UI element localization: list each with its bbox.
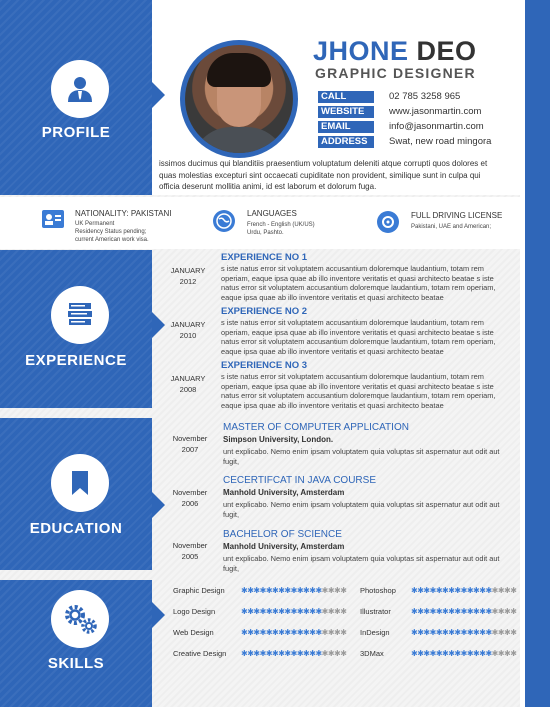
rating-star-icon: ✱ xyxy=(321,628,328,637)
books-icon xyxy=(65,301,95,329)
rating-star-icon: ✱ xyxy=(423,649,430,658)
fact-line: UK Permanent xyxy=(75,221,115,227)
rating-star-icon: ✱ xyxy=(334,628,341,637)
rating-star-icon: ✱ xyxy=(296,607,304,616)
rating-star-icon: ✱ xyxy=(485,649,492,658)
rating-star-icon: ✱ xyxy=(491,649,498,658)
education-description: unt explicabo. Nemo enim ipsam voluptatem quia voluptas sit aspernatur aut odit aut fugit, xyxy=(223,554,500,573)
date-year: 2007 xyxy=(181,445,199,454)
rating-star-icon: ✱ xyxy=(423,607,430,616)
rating-star-icon: ✱ xyxy=(315,628,322,637)
rating-star-icon: ✱ xyxy=(340,607,347,616)
rating-star-icon: ✱ xyxy=(479,628,486,637)
rating-star-icon: ✱ xyxy=(272,649,279,658)
skill-rating xyxy=(241,607,346,616)
rating-star-icon: ✱ xyxy=(442,607,449,616)
fact-title-languages: LANGUAGES xyxy=(247,209,297,218)
rating-star-icon: ✱ xyxy=(473,607,480,616)
education-title: MASTER OF COMPUTER APPLICATION xyxy=(223,422,409,433)
rating-star-icon: ✱ xyxy=(491,628,498,637)
rating-star-icon: ✱ xyxy=(265,649,273,658)
rating-star-icon: ✱ xyxy=(417,628,424,637)
experience-date xyxy=(158,373,218,395)
rating-star-icon: ✱ xyxy=(473,586,480,595)
rating-star-icon: ✱ xyxy=(442,586,449,595)
experience-description: s iste natus error sit voluptatem accusantium doloremque laudantium, totam rem operiam, eaque ipsa quae ab illo inventore veritatis et quasi architecto beatae s iste natus error sit voluptatem accusantium doloremque laudantium, totam rem operiam, eaque ipsa quae ab illo inventore veritatis et quasi architecto beatae xyxy=(221,372,496,410)
rating-star-icon: ✱ xyxy=(429,586,436,595)
skill-name: Web Design xyxy=(173,628,214,637)
contact-label-address: ADDRESS xyxy=(318,136,374,148)
rating-star-icon: ✱ xyxy=(417,649,424,658)
rating-star-icon: ✱ xyxy=(265,628,273,637)
rating-star-icon: ✱ xyxy=(259,628,266,637)
rating-star-icon: ✱ xyxy=(265,607,273,616)
rating-star-icon: ✱ xyxy=(473,649,480,658)
rating-star-icon: ✱ xyxy=(442,649,449,658)
rating-star-icon: ✱ xyxy=(448,649,455,658)
rating-star-icon: ✱ xyxy=(309,607,316,616)
skill-name: Logo Design xyxy=(173,607,216,616)
rating-star-icon: ✱ xyxy=(466,649,474,658)
first-name: JHONE xyxy=(313,36,409,66)
skills-band xyxy=(0,580,152,707)
contact-value-call: 02 785 3258 965 xyxy=(389,91,461,102)
contact-label-call: CALL xyxy=(318,91,374,103)
rating-star-icon: ✱ xyxy=(241,628,248,637)
rating-star-icon: ✱ xyxy=(340,628,347,637)
rating-star-icon: ✱ xyxy=(466,628,474,637)
fact-line: Pakistani, UAE and American; xyxy=(411,224,492,230)
rating-star-icon: ✱ xyxy=(241,649,248,658)
rating-star-icon: ✱ xyxy=(284,607,291,616)
skill-rating xyxy=(411,649,516,658)
education-description: unt explicabo. Nemo enim ipsam voluptatem quia voluptas sit aspernatur aut odit aut fugit, xyxy=(223,500,500,519)
rating-star-icon: ✱ xyxy=(272,628,279,637)
rating-star-icon: ✱ xyxy=(296,649,304,658)
profile-circle xyxy=(51,60,109,118)
rating-star-icon: ✱ xyxy=(454,607,461,616)
rating-star-icon: ✱ xyxy=(411,628,418,637)
rating-star-icon: ✱ xyxy=(466,586,474,595)
band-notch xyxy=(152,602,165,628)
rating-star-icon: ✱ xyxy=(435,607,443,616)
experience-circle xyxy=(51,286,109,344)
rating-star-icon: ✱ xyxy=(435,628,443,637)
skill-name: 3DMax xyxy=(360,649,384,658)
rating-star-icon: ✱ xyxy=(435,649,443,658)
rating-star-icon: ✱ xyxy=(253,586,260,595)
rating-star-icon: ✱ xyxy=(460,607,467,616)
band-notch xyxy=(152,82,165,108)
profile-band xyxy=(0,0,152,195)
rating-star-icon: ✱ xyxy=(303,586,310,595)
rating-star-icon: ✱ xyxy=(448,607,455,616)
full-name xyxy=(313,36,477,67)
rating-star-icon: ✱ xyxy=(334,586,341,595)
rating-star-icon: ✱ xyxy=(497,586,505,595)
skill-rating xyxy=(241,649,346,658)
date-month: JANUARY xyxy=(170,320,206,329)
rating-star-icon: ✱ xyxy=(423,628,430,637)
rating-star-icon: ✱ xyxy=(296,586,304,595)
rating-star-icon: ✱ xyxy=(448,586,455,595)
rating-star-icon: ✱ xyxy=(504,586,511,595)
skill-name: Graphic Design xyxy=(173,586,225,595)
rating-star-icon: ✱ xyxy=(479,649,486,658)
rating-star-icon: ✱ xyxy=(334,649,341,658)
rating-star-icon: ✱ xyxy=(284,649,291,658)
rating-star-icon: ✱ xyxy=(259,586,266,595)
contact-value-address: Swat, new road mingora xyxy=(389,136,492,147)
rating-star-icon: ✱ xyxy=(327,649,335,658)
rating-star-icon: ✱ xyxy=(272,607,279,616)
rating-star-icon: ✱ xyxy=(485,628,492,637)
fact-line: French - English (UK/US) xyxy=(247,222,315,228)
date-year: 2010 xyxy=(179,331,197,340)
rating-star-icon: ✱ xyxy=(253,607,260,616)
rating-star-icon: ✱ xyxy=(309,628,316,637)
contact-label-website: WEBSITE xyxy=(318,106,374,118)
fact-line: Residency Status pending; xyxy=(75,229,147,235)
rating-star-icon: ✱ xyxy=(290,628,297,637)
rating-star-icon: ✱ xyxy=(454,586,461,595)
education-school: Manhold University, Amsterdam xyxy=(223,542,345,551)
right-accent-strip xyxy=(520,0,550,707)
fact-line: Urdu, Pashto. xyxy=(247,230,284,236)
rating-star-icon: ✱ xyxy=(497,607,505,616)
rating-star-icon: ✱ xyxy=(290,607,297,616)
rating-star-icon: ✱ xyxy=(466,607,474,616)
rating-star-icon: ✱ xyxy=(429,628,436,637)
rating-star-icon: ✱ xyxy=(278,586,285,595)
contact-value-email: info@jasonmartin.com xyxy=(389,121,484,132)
rating-star-icon: ✱ xyxy=(442,628,449,637)
last-name: DEO xyxy=(416,36,477,66)
rating-star-icon: ✱ xyxy=(259,649,266,658)
profile-photo xyxy=(185,45,293,153)
rating-star-icon: ✱ xyxy=(454,649,461,658)
rating-star-icon: ✱ xyxy=(321,649,328,658)
skill-rating xyxy=(411,586,516,595)
skills-circle xyxy=(51,590,109,648)
rating-star-icon: ✱ xyxy=(479,586,486,595)
rating-star-icon: ✱ xyxy=(315,607,322,616)
license-icon xyxy=(377,211,399,233)
rating-star-icon: ✱ xyxy=(272,586,279,595)
rating-star-icon: ✱ xyxy=(278,628,285,637)
rating-star-icon: ✱ xyxy=(510,586,517,595)
experience-title: EXPERIENCE NO 3 xyxy=(221,360,308,371)
rating-star-icon: ✱ xyxy=(284,586,291,595)
rating-star-icon: ✱ xyxy=(253,628,260,637)
rating-star-icon: ✱ xyxy=(423,586,430,595)
skill-rating xyxy=(241,586,346,595)
education-circle xyxy=(51,454,109,512)
date-year: 2006 xyxy=(181,499,199,508)
globe-icon xyxy=(213,210,235,232)
education-school: Simpson University, London. xyxy=(223,435,334,444)
education-title: CECERTIFCAT IN JAVA COURSE xyxy=(223,475,376,486)
rating-star-icon: ✱ xyxy=(497,628,505,637)
rating-star-icon: ✱ xyxy=(510,628,517,637)
date-year: 2008 xyxy=(179,385,197,394)
skill-rating xyxy=(241,628,346,637)
rating-star-icon: ✱ xyxy=(253,649,260,658)
rating-star-icon: ✱ xyxy=(504,607,511,616)
experience-title: EXPERIENCE NO 2 xyxy=(221,306,308,317)
rating-star-icon: ✱ xyxy=(510,607,517,616)
rating-star-icon: ✱ xyxy=(315,586,322,595)
fact-title-nationality: NATIONALITY: PAKISTANI xyxy=(75,209,172,218)
rating-star-icon: ✱ xyxy=(485,607,492,616)
rating-star-icon: ✱ xyxy=(290,649,297,658)
skill-name: Creative Design xyxy=(173,649,227,658)
rating-star-icon: ✱ xyxy=(417,607,424,616)
rating-star-icon: ✱ xyxy=(259,607,266,616)
rating-star-icon: ✱ xyxy=(491,607,498,616)
experience-band xyxy=(0,250,152,408)
rating-star-icon: ✱ xyxy=(315,649,322,658)
rating-star-icon: ✱ xyxy=(411,586,418,595)
rating-star-icon: ✱ xyxy=(460,628,467,637)
rating-star-icon: ✱ xyxy=(327,628,335,637)
rating-star-icon: ✱ xyxy=(491,586,498,595)
rating-star-icon: ✱ xyxy=(247,649,254,658)
date-month: November xyxy=(172,434,208,443)
rating-star-icon: ✱ xyxy=(460,649,467,658)
skill-rating xyxy=(411,628,516,637)
education-description: unt explicabo. Nemo enim ipsam voluptatem quia voluptas sit aspernatur aut odit aut fugit, xyxy=(223,447,500,466)
fact-title-license: FULL DRIVING LICENSE xyxy=(411,211,503,220)
date-month: JANUARY xyxy=(170,374,206,383)
contact-label-email: EMAIL xyxy=(318,121,374,133)
experience-description: s iste natus error sit voluptatem accusantium doloremque laudantium, totam rem operiam, eaque ipsa quae ab illo inventore veritatis et quasi architecto beatae s iste natus error sit voluptatem accusantium doloremque laudantium, totam rem operiam, eaque ipsa quae ab illo inventore veritatis et quasi architecto beatae xyxy=(221,318,496,356)
rating-star-icon: ✱ xyxy=(321,607,328,616)
rating-star-icon: ✱ xyxy=(265,586,273,595)
rating-star-icon: ✱ xyxy=(497,649,505,658)
rating-star-icon: ✱ xyxy=(247,628,254,637)
rating-star-icon: ✱ xyxy=(241,607,248,616)
section-label-experience: EXPERIENCE xyxy=(25,352,127,369)
rating-star-icon: ✱ xyxy=(303,628,310,637)
rating-star-icon: ✱ xyxy=(241,586,248,595)
education-band xyxy=(0,418,152,570)
rating-star-icon: ✱ xyxy=(290,586,297,595)
contact-value-website: www.jasonmartin.com xyxy=(389,106,482,117)
job-title: GRAPHIC DESIGNER xyxy=(315,65,476,81)
skill-rating xyxy=(411,607,516,616)
rating-star-icon: ✱ xyxy=(479,607,486,616)
rating-star-icon: ✱ xyxy=(411,607,418,616)
rating-star-icon: ✱ xyxy=(454,628,461,637)
rating-star-icon: ✱ xyxy=(327,607,335,616)
id-card-icon xyxy=(42,210,64,228)
rating-star-icon: ✱ xyxy=(435,586,443,595)
section-label-skills: SKILLS xyxy=(47,655,105,672)
rating-star-icon: ✱ xyxy=(473,628,480,637)
rating-star-icon: ✱ xyxy=(417,586,424,595)
experience-date xyxy=(158,319,218,341)
profile-photo-ring xyxy=(180,40,298,158)
rating-star-icon: ✱ xyxy=(278,607,285,616)
rating-star-icon: ✱ xyxy=(510,649,517,658)
bookmark-icon xyxy=(68,469,92,497)
date-year: 2005 xyxy=(181,552,199,561)
rating-star-icon: ✱ xyxy=(460,586,467,595)
education-date xyxy=(160,433,220,455)
date-year: 2012 xyxy=(179,277,197,286)
rating-star-icon: ✱ xyxy=(296,628,304,637)
user-icon xyxy=(65,74,95,104)
rating-star-icon: ✱ xyxy=(448,628,455,637)
rating-star-icon: ✱ xyxy=(340,649,347,658)
rating-star-icon: ✱ xyxy=(485,586,492,595)
rating-star-icon: ✱ xyxy=(278,649,285,658)
education-title: BACHELOR OF SCIENCE xyxy=(223,529,342,540)
rating-star-icon: ✱ xyxy=(309,586,316,595)
gears-icon xyxy=(61,602,99,636)
rating-star-icon: ✱ xyxy=(334,607,341,616)
rating-star-icon: ✱ xyxy=(303,607,310,616)
rating-star-icon: ✱ xyxy=(429,649,436,658)
rating-star-icon: ✱ xyxy=(284,628,291,637)
education-date xyxy=(160,487,220,509)
section-label-education: EDUCATION xyxy=(29,520,123,537)
profile-summary: issimos ducimus qui blanditiis praesentium voluptatum deleniti atque corrupti quos dolores et quas molestias excepturi sint occaecati cupiditate non provident, similique sunt in culpa qui officia deserunt mollitia animi, id est laborum et dolorum fuga. xyxy=(159,159,488,191)
experience-description: s iste natus error sit voluptatem accusantium doloremque laudantium, totam rem operiam, eaque ipsa quae ab illo inventore veritatis et quasi architecto beatae s iste natus error sit voluptatem accusantium doloremque laudantium, totam rem operiam, eaque ipsa quae ab illo inventore veritatis et quasi architecto beatae xyxy=(221,264,496,302)
education-school: Manhold University, Amsterdam xyxy=(223,488,345,497)
rating-star-icon: ✱ xyxy=(321,586,328,595)
rating-star-icon: ✱ xyxy=(247,607,254,616)
rating-star-icon: ✱ xyxy=(309,649,316,658)
education-date xyxy=(160,540,220,562)
date-month: JANUARY xyxy=(170,266,206,275)
fact-line: current American work visa. xyxy=(75,237,149,243)
experience-date xyxy=(158,265,218,287)
rating-star-icon: ✱ xyxy=(340,586,347,595)
skill-name: InDesign xyxy=(360,628,390,637)
rating-star-icon: ✱ xyxy=(504,649,511,658)
skill-name: Illustrator xyxy=(360,607,391,616)
rating-star-icon: ✱ xyxy=(504,628,511,637)
experience-title: EXPERIENCE NO 1 xyxy=(221,252,308,263)
rating-star-icon: ✱ xyxy=(411,649,418,658)
date-month: November xyxy=(172,488,208,497)
skill-name: Photoshop xyxy=(360,586,396,595)
date-month: November xyxy=(172,541,208,550)
rating-star-icon: ✱ xyxy=(247,586,254,595)
rating-star-icon: ✱ xyxy=(429,607,436,616)
section-label-profile: PROFILE xyxy=(41,124,111,141)
rating-star-icon: ✱ xyxy=(327,586,335,595)
rating-star-icon: ✱ xyxy=(303,649,310,658)
